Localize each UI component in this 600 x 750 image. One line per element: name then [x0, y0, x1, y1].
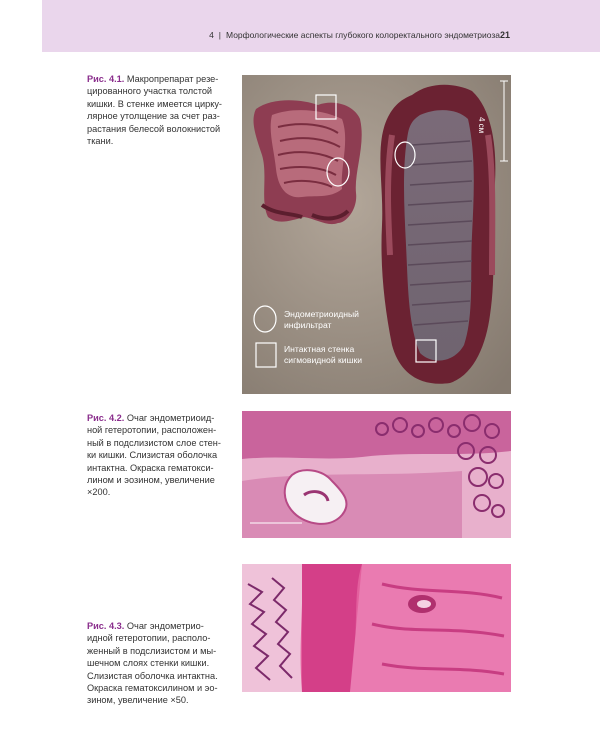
- legend-square-line1: Интактная стенка: [284, 344, 355, 354]
- legend-square-line2: сигмовидной кишки: [284, 355, 363, 365]
- caption-line: растания белесой волокнистой: [87, 123, 221, 134]
- caption-line: лином и эозином, увеличение: [87, 475, 215, 486]
- running-header: [42, 0, 600, 52]
- caption-line: Очаг эндометриоид-: [126, 413, 215, 423]
- figure-4-3-micrograph: [242, 564, 511, 692]
- micrograph-illustration: [242, 411, 511, 538]
- header-separator: |: [218, 30, 222, 40]
- caption-line: интактна. Окраска гематокси-: [87, 462, 214, 473]
- specimen-illustration: [242, 75, 511, 394]
- figure-label: Рис. 4.2.: [87, 413, 125, 423]
- caption-line: Слизистая оболочка интактна.: [87, 670, 218, 681]
- legend-square-text: [284, 344, 362, 366]
- caption-line: кишки. В стенке имеется цирку-: [87, 98, 222, 109]
- caption-line: женный в подслизистом и мы-: [87, 645, 217, 656]
- legend-circle-line2: инфильтрат: [284, 320, 332, 330]
- figure-4-3-caption: [87, 620, 233, 707]
- caption-line: Очаг эндометрио-: [126, 621, 204, 631]
- chapter-title: Морфологические аспекты глубокого колоректального эндометриоза: [226, 30, 500, 40]
- caption-line: ки кишки. Слизистая оболочка: [87, 450, 218, 461]
- figure-4-1-caption: [87, 73, 233, 147]
- caption-line: идной гетеротопии, располо-: [87, 633, 211, 644]
- legend-circle-line1: Эндометриоидный: [284, 309, 359, 319]
- figure-label: Рис. 4.1.: [87, 74, 125, 84]
- caption-line: ной гетеротопии, расположен-: [87, 425, 217, 436]
- scale-label: 4 см: [477, 117, 486, 134]
- caption-line: ткани.: [87, 136, 114, 147]
- page-number: 21: [500, 30, 511, 40]
- caption-line: Макропрепарат резе-: [126, 74, 219, 84]
- header-title-line: [209, 30, 500, 40]
- caption-line: лярное утолщение за счет раз-: [87, 111, 220, 122]
- caption-line: ×200.: [87, 487, 111, 498]
- caption-line: шечном слоях стенки кишки.: [87, 658, 210, 669]
- micrograph-illustration: [242, 564, 511, 692]
- figure-4-2-caption: [87, 412, 233, 499]
- legend-circle-text: [284, 309, 359, 331]
- caption-line: Окраска гематоксилином и эо-: [87, 683, 218, 694]
- caption-line: зином, увеличение ×50.: [87, 695, 189, 706]
- caption-line: цированного участка толстой: [87, 86, 213, 97]
- chapter-number: 4: [209, 30, 214, 40]
- figure-label: Рис. 4.3.: [87, 621, 125, 631]
- figure-4-2-micrograph: [242, 411, 511, 538]
- caption-line: ный в подслизистом слое стен-: [87, 437, 221, 448]
- figure-4-1-photo: [242, 75, 511, 394]
